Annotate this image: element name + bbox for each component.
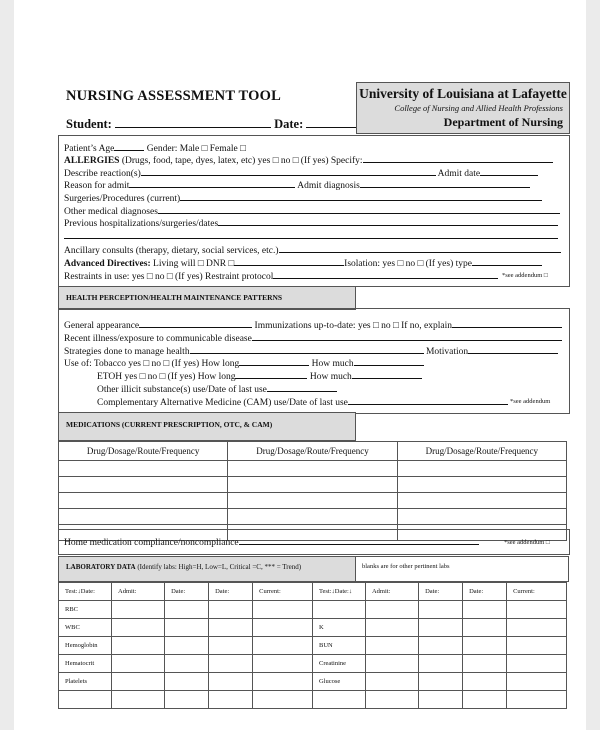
lab-cell[interactable] — [419, 619, 463, 637]
lab-col-date: Date: — [463, 583, 507, 601]
medications-title: MEDICATIONS (CURRENT PRESCRIPTION, OTC, & CAM) — [66, 420, 273, 429]
blank-row — [64, 229, 558, 242]
ancillary-row: Ancillary consults (therapy, dietary, social services, etc.) — [64, 243, 561, 256]
restraints-field[interactable] — [273, 269, 498, 279]
reason-field[interactable] — [129, 178, 295, 188]
isolation-type-field[interactable] — [472, 256, 542, 266]
advanced-row: Advanced Directives: Living will □ DNR □ Isolation: yes □ no □ (If yes) type — [64, 256, 542, 269]
med-cell[interactable] — [397, 493, 566, 509]
student-label: Student: — [66, 117, 112, 131]
student-field[interactable] — [115, 118, 271, 128]
lab-cell[interactable] — [209, 673, 253, 691]
compliance-row: Home medication compliance/noncompliance — [64, 535, 479, 548]
med-cell[interactable] — [228, 493, 397, 509]
gender-checkboxes[interactable]: Gender: Male □ Female □ — [146, 144, 246, 154]
lab-test-name: Glucose — [312, 673, 365, 691]
table-row — [59, 637, 567, 655]
tobacco-row: Use of: Tobacco yes □ no □ (If yes) How long How much — [64, 356, 424, 369]
advanced-field[interactable] — [234, 256, 344, 266]
lab-col-test: Test:↓Date:↓ — [312, 583, 365, 601]
tobacco-howlong-field[interactable] — [239, 356, 309, 366]
lab-cell[interactable] — [365, 601, 418, 619]
surgeries-row: Surgeries/Procedures (current) — [64, 191, 542, 204]
lab-test-name[interactable] — [312, 601, 365, 619]
admit-date-field[interactable] — [480, 166, 538, 176]
lab-cell[interactable] — [165, 601, 209, 619]
strategies-row: Strategies done to manage health Motivation — [64, 344, 558, 357]
lab-cell[interactable] — [165, 655, 209, 673]
lab-cell[interactable] — [253, 619, 313, 637]
med-cell[interactable] — [397, 509, 566, 525]
appearance-field[interactable] — [139, 318, 252, 328]
lab-cell[interactable] — [253, 601, 313, 619]
lab-cell[interactable] — [463, 637, 507, 655]
tobacco-howmuch-field[interactable] — [354, 356, 424, 366]
lab-blanks-note: blanks are for other pertinent labs — [362, 563, 450, 570]
lab-cell[interactable] — [112, 691, 165, 709]
lab-cell[interactable] — [253, 637, 313, 655]
med-col-2: Drug/Dosage/Route/Frequency — [228, 442, 397, 461]
lab-cell[interactable] — [507, 673, 567, 691]
lab-test-name: Creatinine — [312, 655, 365, 673]
lab-cell[interactable] — [463, 619, 507, 637]
med-col-3: Drug/Dosage/Route/Frequency — [397, 442, 566, 461]
lab-cell[interactable] — [112, 655, 165, 673]
table-row — [59, 673, 567, 691]
lab-table — [58, 582, 567, 709]
med-cell[interactable] — [397, 477, 566, 493]
lab-cell[interactable] — [253, 655, 313, 673]
lab-col-admit: Admit: — [365, 583, 418, 601]
med-col-1: Drug/Dosage/Route/Frequency — [59, 442, 228, 461]
lab-cell[interactable] — [365, 691, 418, 709]
lab-cell[interactable] — [112, 619, 165, 637]
lab-test-name: BUN — [312, 637, 365, 655]
illicit-row: Other illicit substance(s) use/Date of last use — [97, 382, 337, 395]
previous-hosp-field[interactable] — [218, 216, 558, 226]
lab-cell[interactable] — [112, 637, 165, 655]
lab-cell[interactable] — [463, 601, 507, 619]
lab-cell[interactable] — [419, 655, 463, 673]
lab-cell[interactable] — [507, 619, 567, 637]
lab-col-date: Date: — [209, 583, 253, 601]
restraints-row: Restraints in use: yes □ no □ (If yes) Restraint protocol — [64, 269, 498, 282]
etoh-howlong-field[interactable] — [235, 369, 307, 379]
allergies-row: ALLERGIES (Drugs, food, tape, dyes, latex, etc) yes □ no □ (If yes) Specify: — [64, 153, 553, 166]
strategies-field[interactable] — [190, 344, 424, 354]
cam-field[interactable] — [348, 395, 508, 405]
med-cell[interactable] — [228, 461, 397, 477]
reaction-field[interactable] — [141, 166, 436, 176]
health-perception-title: HEALTH PERCEPTION/HEALTH MAINTENANCE PATTERNS — [66, 293, 283, 302]
student-line — [66, 117, 361, 132]
ancillary-field[interactable] — [279, 243, 561, 253]
lab-cell[interactable] — [112, 601, 165, 619]
table-row — [59, 601, 567, 619]
lab-cell[interactable] — [209, 637, 253, 655]
lab-test-name: Hematocrit — [59, 655, 112, 673]
form-page — [14, 0, 586, 730]
recent-illness-field[interactable] — [252, 331, 562, 341]
form-title: NURSING ASSESSMENT TOOL — [66, 88, 281, 104]
compliance-field[interactable] — [239, 535, 479, 545]
lab-cell[interactable] — [165, 619, 209, 637]
lab-cell[interactable] — [209, 601, 253, 619]
lab-col-date: Date: — [419, 583, 463, 601]
lab-cell[interactable] — [419, 601, 463, 619]
university-name: University of Louisiana at Lafayette — [359, 86, 567, 101]
immunizations-field[interactable] — [452, 318, 562, 328]
reaction-row: Describe reaction(s) Admit date — [64, 166, 538, 179]
lab-header-row — [59, 583, 567, 601]
lab-cell[interactable] — [463, 691, 507, 709]
lab-cell[interactable] — [507, 601, 567, 619]
illicit-field[interactable] — [267, 382, 337, 392]
lab-cell[interactable] — [419, 691, 463, 709]
lab-cell[interactable] — [365, 619, 418, 637]
med-cell[interactable] — [228, 477, 397, 493]
date-field[interactable] — [306, 118, 361, 128]
see-addendum-2[interactable]: *see addendum — [510, 398, 551, 405]
age-field[interactable] — [114, 141, 144, 151]
lab-cell[interactable] — [209, 619, 253, 637]
department-name: Department of Nursing — [443, 115, 563, 129]
med-cell[interactable] — [228, 509, 397, 525]
lab-cell[interactable] — [365, 637, 418, 655]
lab-cell[interactable] — [165, 673, 209, 691]
lab-cell[interactable] — [112, 673, 165, 691]
cam-row: Complementary Alternative Medicine (CAM) use/Date of last use — [97, 395, 508, 408]
lab-cell[interactable] — [312, 691, 365, 709]
table-row — [59, 691, 567, 709]
previous-hosp-row: Previous hospitalizations/surgeries/dates — [64, 216, 558, 229]
lab-cell[interactable] — [365, 655, 418, 673]
med-cell[interactable] — [397, 461, 566, 477]
admit-diagnosis-field[interactable] — [360, 178, 530, 188]
lab-col-current: Current: — [507, 583, 567, 601]
table-row — [59, 619, 567, 637]
lab-col-current: Current: — [253, 583, 313, 601]
med-cell[interactable] — [59, 461, 228, 477]
lab-cell[interactable] — [507, 691, 567, 709]
lab-cell[interactable] — [59, 691, 112, 709]
motivation-field[interactable] — [468, 344, 558, 354]
lab-cell[interactable] — [165, 637, 209, 655]
med-cell[interactable] — [59, 477, 228, 493]
see-addendum-3[interactable]: *see addendum □ — [504, 539, 550, 546]
university-box — [356, 82, 570, 134]
table-row — [59, 655, 567, 673]
lab-cell[interactable] — [463, 655, 507, 673]
see-addendum-1[interactable]: *see addendum □ — [502, 272, 548, 279]
lab-test-name: RBC — [59, 601, 112, 619]
age-gender-row: Patient’s Age Gender: Male □ Female □ — [64, 141, 246, 154]
lab-cell[interactable] — [507, 655, 567, 673]
lab-cell[interactable] — [419, 637, 463, 655]
other-medical-row: Other medical diagnoses — [64, 204, 560, 217]
college-name: College of Nursing and Allied Health Professions — [394, 103, 563, 113]
recent-illness-row: Recent illness/exposure to communicable disease — [64, 331, 562, 344]
lab-test-name: WBC — [59, 619, 112, 637]
lab-cell[interactable] — [507, 637, 567, 655]
lab-cell[interactable] — [253, 673, 313, 691]
date-label: Date: — [274, 117, 304, 131]
lab-cell[interactable] — [209, 691, 253, 709]
surgeries-field[interactable] — [180, 191, 542, 201]
previous-hosp-field-2[interactable] — [64, 229, 558, 239]
med-cell[interactable] — [59, 493, 228, 509]
appearance-row: General appearance Immunizations up-to-date: yes □ no □ If no, explain — [64, 318, 562, 331]
lab-cell[interactable] — [365, 673, 418, 691]
lab-test-name: Hemoglobin — [59, 637, 112, 655]
med-cell[interactable] — [59, 509, 228, 525]
other-medical-field[interactable] — [158, 204, 560, 214]
lab-cell[interactable] — [253, 691, 313, 709]
lab-cell[interactable] — [165, 691, 209, 709]
etoh-howmuch-field[interactable] — [352, 369, 422, 379]
lab-cell[interactable] — [209, 655, 253, 673]
lab-cell[interactable] — [463, 673, 507, 691]
reason-row: Reason for admit Admit diagnosis — [64, 178, 530, 191]
allergies-field[interactable] — [363, 153, 553, 163]
lab-col-date: Date: — [165, 583, 209, 601]
medications-table — [58, 441, 567, 541]
lab-col-admit: Admit: — [112, 583, 165, 601]
lab-title: LABORATORY DATA (Identify labs: High=H, Low=L, Critical =C, *** = Trend) — [66, 563, 302, 571]
lab-cell[interactable] — [419, 673, 463, 691]
lab-test-name: K — [312, 619, 365, 637]
lab-test-name: Platelets — [59, 673, 112, 691]
lab-col-test: Test:↓Date: — [59, 583, 112, 601]
etoh-row: ETOH yes □ no □ (If yes) How long How much — [97, 369, 422, 382]
